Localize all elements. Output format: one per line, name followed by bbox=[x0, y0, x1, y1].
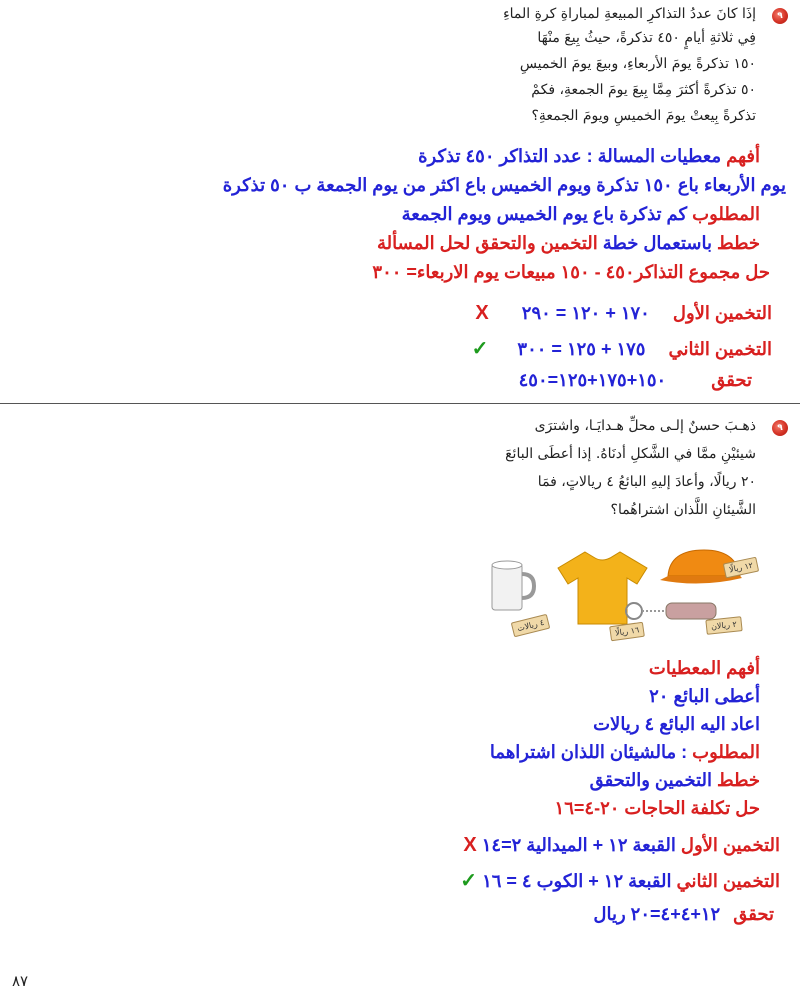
understand-line bbox=[418, 146, 760, 167]
section-divider bbox=[0, 403, 800, 404]
guess-line bbox=[460, 868, 780, 893]
plan-line bbox=[377, 233, 760, 254]
plan-text: التخمين والتحقق bbox=[589, 770, 712, 790]
guess-label: التخمين الأول bbox=[680, 835, 780, 855]
guess-expression: القبعة ١٢ + الميدالية ٢=١٤ bbox=[481, 835, 676, 855]
verify-expression: ١٥٠+١٧٥+١٢٥=٤٥٠ bbox=[518, 370, 667, 390]
plan-label: خطط bbox=[717, 770, 760, 790]
guess-label: التخمين الثاني bbox=[668, 339, 772, 359]
problem-text-line: ٥٠ تذكرةً أكثرَ مِمَّا بِيعَ يومَ الجمعةِ، فكمْ bbox=[531, 82, 756, 98]
verify-line bbox=[593, 904, 774, 925]
plan-text-emphasis: التخمين والتحقق لحل المسألة bbox=[377, 233, 598, 253]
understand-line bbox=[649, 658, 760, 679]
required-label: المطلوب bbox=[692, 204, 760, 224]
problem-text-line: ١٥٠ تذكرةً يومَ الأربعاءِ، وبيعَ يومَ الخميسِ bbox=[519, 56, 756, 72]
required-label: المطلوب bbox=[692, 742, 760, 762]
problem-text-line: ٢٠ ريالًا، وأعادَ إليهِ البائعُ ٤ ريالاتٍ، فمَا bbox=[537, 474, 756, 490]
guess-expression: ١٧٠ + ١٢٠ = ٢٩٠ bbox=[521, 303, 650, 323]
understand-label: أفهم bbox=[726, 146, 760, 166]
guess-expression: ١٧٥ + ١٢٥ = ٣٠٠ bbox=[517, 339, 646, 359]
guess-line bbox=[463, 834, 780, 857]
understand-text: معطيات المسالة : عدد التذاكر ٤٥٠ تذكرة bbox=[418, 146, 722, 166]
problem-text-line: شيئيْنِ ممَّا في الشَّكلِ أدنَاهُ. إذا أعطَى البائعَ bbox=[505, 446, 756, 462]
guess-expression: القبعة ١٢ + الكوب ٤ = ١٦ bbox=[482, 871, 672, 891]
problem-text-line: تذكرةً بِيعتْ يومَ الخميسِ ويومَ الجمعةِ؟ bbox=[531, 108, 756, 124]
solve-line bbox=[372, 262, 770, 283]
solve-line bbox=[555, 798, 760, 819]
verify-label: تحقق bbox=[733, 904, 774, 924]
required-text: كم تذكرة باع يوم الخميس ويوم الجمعة bbox=[401, 204, 688, 224]
guess-label: التخمين الأول bbox=[672, 303, 772, 323]
understand-text: المعطيات bbox=[648, 658, 722, 678]
keychain-icon bbox=[620, 600, 720, 622]
cap-price-tag: ١٢ ريالًا bbox=[723, 557, 760, 579]
problem-number-marker: ٩ bbox=[772, 8, 788, 24]
shirt-price-tag: ١٦ ريالًا bbox=[609, 622, 645, 642]
guess-line bbox=[475, 302, 772, 325]
given-line: أعطى البائع ٢٠ bbox=[649, 686, 760, 706]
verify-label: تحقق bbox=[711, 370, 752, 390]
solve-text: تكلفة الحاجات ٢٠-٤=١٦ bbox=[554, 798, 731, 818]
page-number: ٨٧ bbox=[12, 972, 29, 990]
plan-label: خطط bbox=[717, 233, 760, 253]
solve-label: حل bbox=[745, 262, 770, 282]
wrong-mark-icon: X bbox=[475, 302, 489, 324]
wrong-mark-icon: X bbox=[463, 834, 477, 856]
required-text: : مالشيئان اللذان اشتراهما bbox=[489, 742, 688, 762]
check-mark-icon: ✓ bbox=[460, 870, 478, 892]
mug-icon bbox=[490, 558, 536, 616]
problem-text-line: إذَا كانَ عددُ التذاكرِ المبيعةِ لمباراةِ كرةِ الماءِ bbox=[503, 6, 756, 22]
mug-price-tag: ٤ ريالات bbox=[511, 614, 551, 638]
given-line: اعاد اليه البائع ٤ ريالات bbox=[593, 714, 760, 734]
problem-number-marker: ٩ bbox=[772, 420, 788, 436]
check-mark-icon: ✓ bbox=[471, 338, 489, 360]
verify-expression: ١٢+٤+٤=٢٠ ريال bbox=[593, 904, 721, 924]
required-line bbox=[490, 742, 760, 763]
givens-line: يوم الأربعاء باع ١٥٠ تذكرة ويوم الخميس باع اكثر من يوم الجمعة ب ٥٠ تذكرة bbox=[222, 175, 786, 195]
problem-text-line: ذهـبَ حسنٌ إلـى محلِّ هـدايَـا، واشترَى bbox=[534, 418, 756, 434]
understand-label: أفهم bbox=[726, 658, 760, 678]
guess-line bbox=[472, 336, 772, 361]
verify-line bbox=[519, 370, 752, 391]
required-line bbox=[402, 204, 760, 225]
keychain-price-tag: ٢ ريالان bbox=[705, 616, 742, 635]
plan-text: باستعمال خطة bbox=[602, 233, 712, 253]
solve-label: حل bbox=[735, 798, 760, 818]
problem-text-line: الشَّيئانِ اللَّذان اشتراهُما؟ bbox=[610, 502, 756, 518]
plan-line bbox=[590, 770, 760, 791]
problem-text-line: فِي ثلاثةِ أيامٍ ٤٥٠ تذكرةً، حيثُ بِيعَ منْهَا bbox=[537, 30, 756, 46]
solve-text: مجموع التذاكر٤٥٠ - ١٥٠ مبيعات يوم الاربعاء= ٣٠٠ bbox=[372, 262, 741, 282]
guess-label: التخمين الثاني bbox=[676, 871, 780, 891]
